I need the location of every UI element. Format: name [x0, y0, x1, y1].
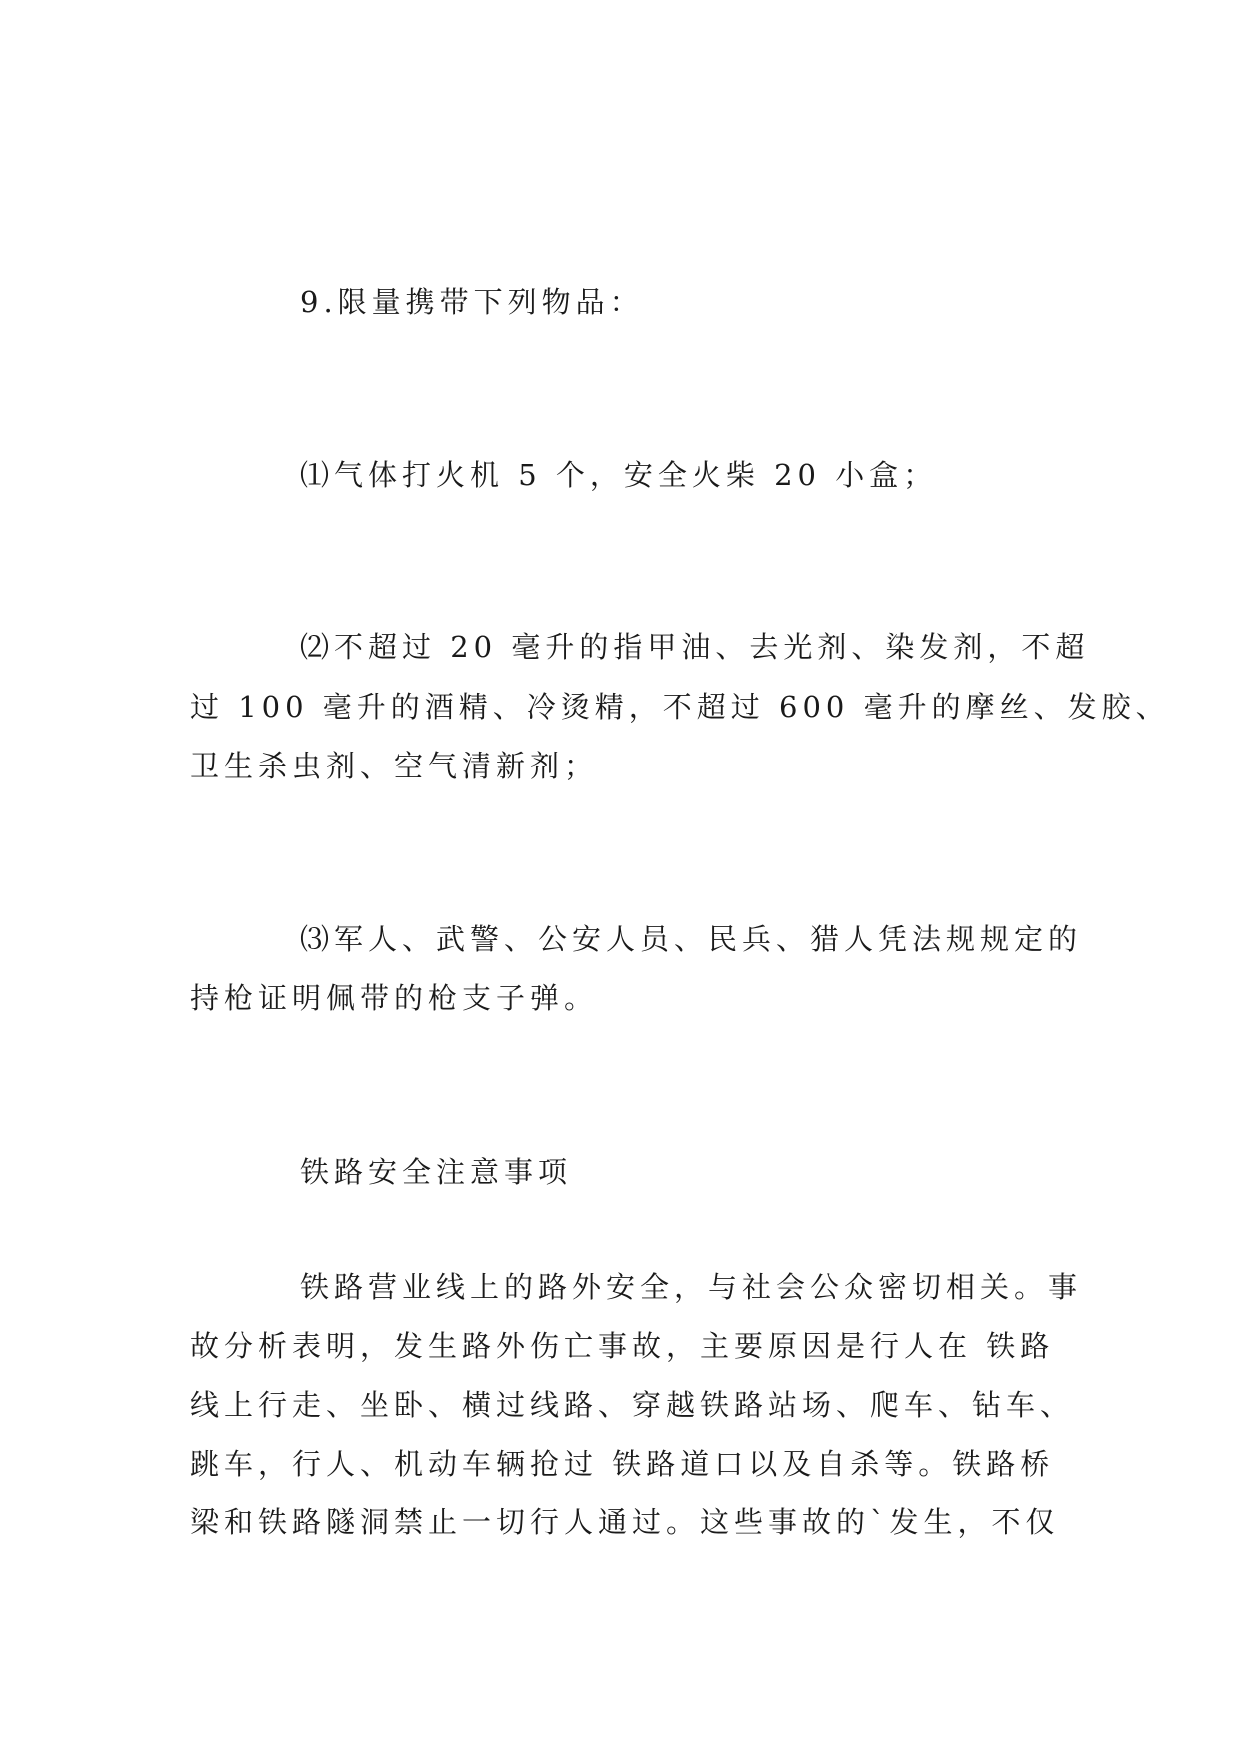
section-paragraph-line-3: 线上行走、坐卧、横过线路、穿越铁路站场、爬车、钻车、 [190, 1388, 1075, 1422]
item-9-sub-2-line-1: ⑵不超过 20 毫升的指甲油、去光剂、染发剂，不超 [300, 630, 1090, 664]
item-9-heading: 9.限量携带下列物品： [300, 285, 644, 319]
item-9-sub-2-line-3: 卫生杀虫剂、空气清新剂； [190, 749, 599, 783]
item-9-sub-3-line-1: ⑶军人、武警、公安人员、民兵、猎人凭法规规定的 [300, 922, 1083, 956]
section-paragraph-line-1: 铁路营业线上的路外安全，与社会公众密切相关。事 [300, 1270, 1083, 1304]
item-9-sub-2-line-2: 过 100 毫升的酒精、冷烫精，不超过 600 毫升的摩丝、发胶、 [190, 690, 1170, 724]
section-title: 铁路安全注意事项 [300, 1155, 573, 1189]
item-9-sub-1: ⑴气体打火机 5 个，安全火柴 20 小盒； [300, 458, 938, 492]
section-paragraph-line-4: 跳车，行人、机动车辆抢过 铁路道口以及自杀等。铁路桥 [190, 1447, 1055, 1481]
item-9-sub-3-line-2: 持枪证明佩带的枪支子弹。 [190, 981, 599, 1015]
section-paragraph-line-2: 故分析表明，发生路外伤亡事故，主要原因是行人在 铁路 [190, 1329, 1055, 1363]
section-paragraph-line-5: 梁和铁路隧洞禁止一切行人通过。这些事故的`发生，不仅 [190, 1505, 1060, 1539]
